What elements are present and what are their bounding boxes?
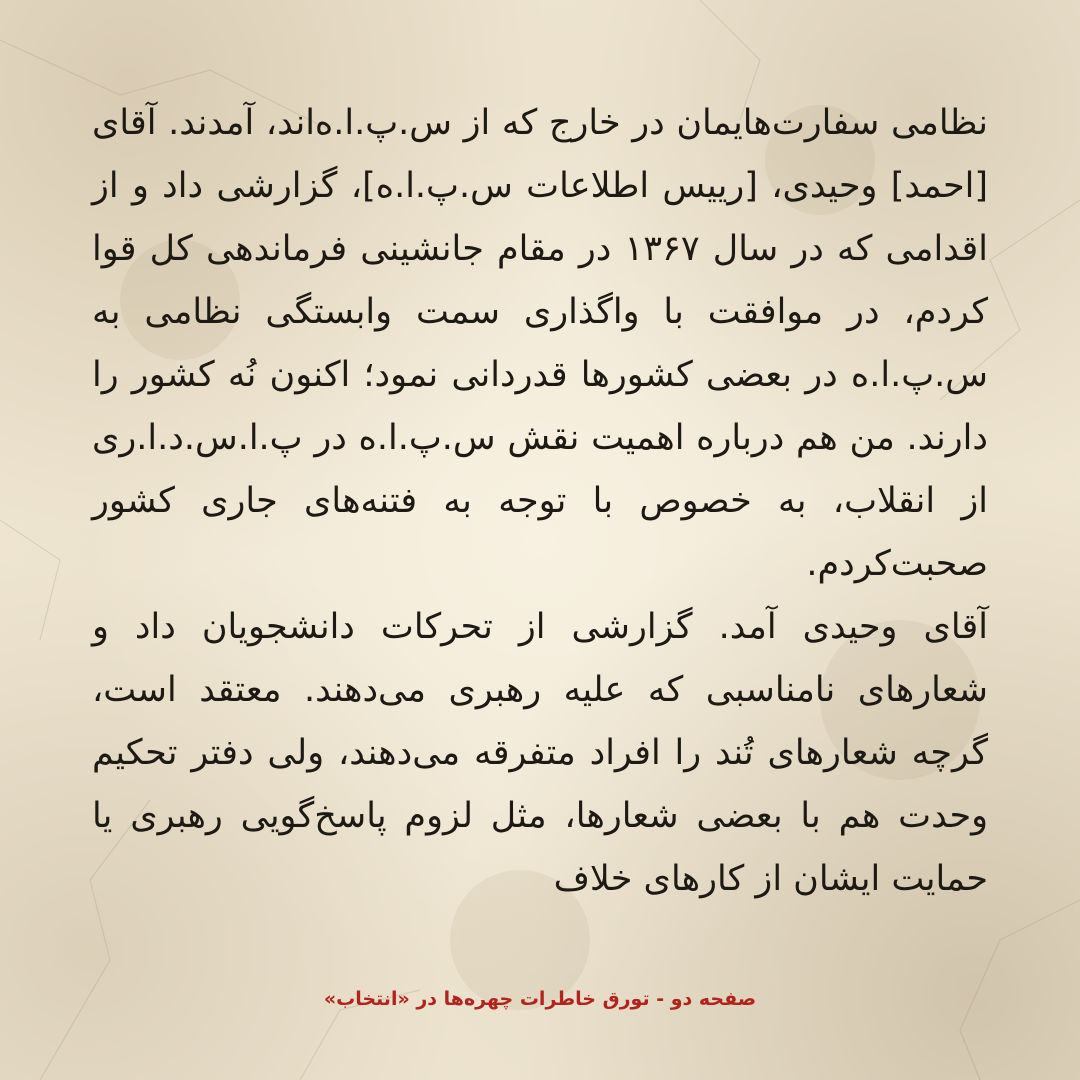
page-footer-caption: صفحه دو - تورق خاطرات چهره‌ها در «انتخاب»: [323, 988, 757, 1010]
paragraph-1: نظامی سفارت‌هایمان در خارج که از س.پ.ا.ه‌اند، آمدند. آقای [احمد] وحیدی، [رییس اطلاعات س.پ.ا.ه]، گزارشی داد و از اقدامی که در سال ۱۳۶۷ در مقام جانشینی فرماندهی کل قوا کردم، در موافقت با واگذاری سمت وابستگی نظامی به س.پ.ا.ه در بعضی کشورها قدردانی نمود؛ اکنون نُه کشور را دارند. من هم درباره اهمیت نقش س.پ.ا.ه در پ.ا.س.د.ا.ری از انقلاب، به خصوص با توجه به فتنه‌های جاری کشور صحبت‌کردم.: [92, 103, 988, 584]
memoir-text: [92, 92, 988, 911]
paragraph-2: آقای وحیدی آمد. گزارشی از تحرکات دانشجویان داد و شعارهای نامناسبی که علیه رهبری می‌دهند. معتقد است، گرچه شعارهای تُند را افراد متفرقه می‌دهند، ولی دفتر تحکیم وحدت هم با بعضی شعارها، مثل لزوم پاسخ‌گویی رهبری یا حمایت ایشان از کارهای خلاف: [92, 607, 988, 899]
